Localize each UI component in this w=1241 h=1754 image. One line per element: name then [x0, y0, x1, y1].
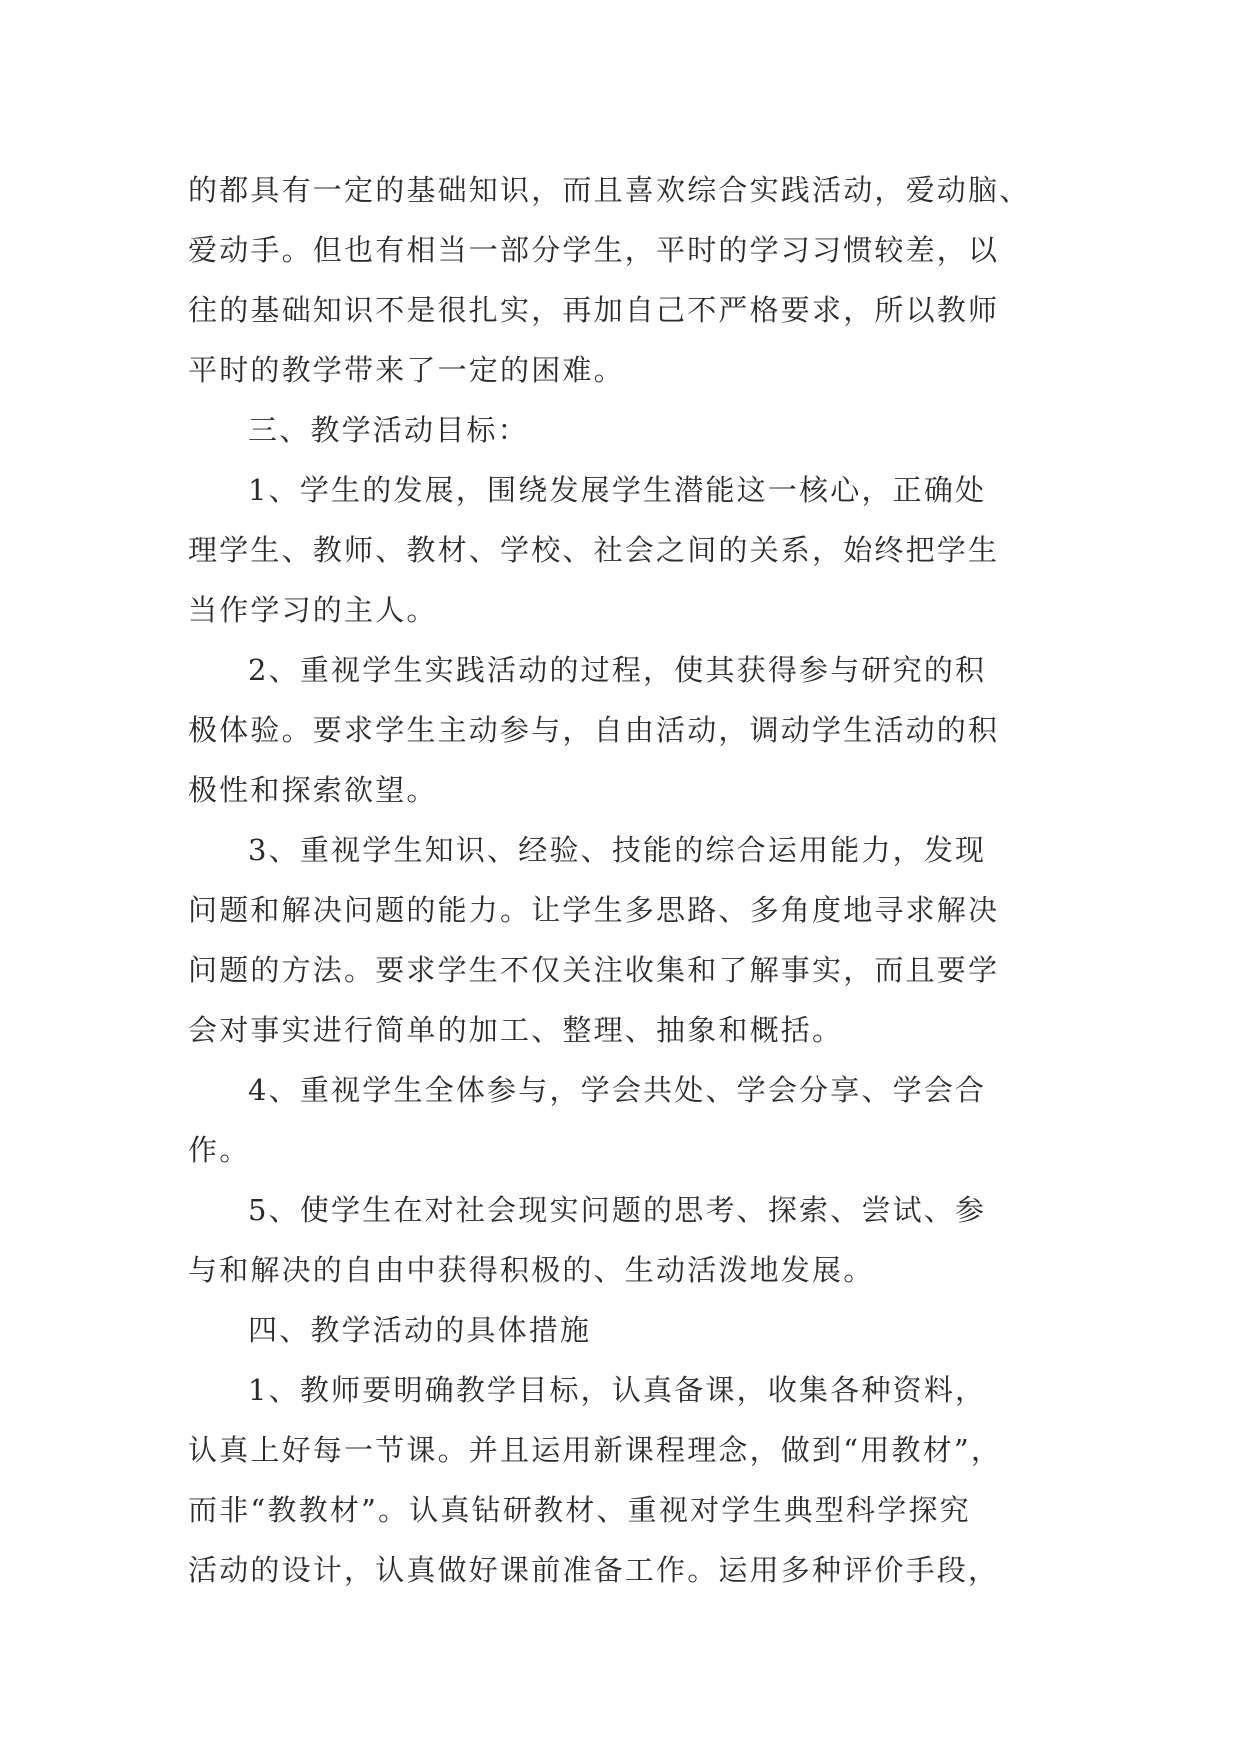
text-line: 作。 — [188, 1133, 251, 1167]
text-line: 3、重视学生知识、经验、技能的综合运用能力，发现 — [248, 833, 987, 867]
text-line: 1、教师要明确教学目标，认真备课，收集各种资料， — [248, 1373, 987, 1407]
text-line: 往的基础知识不是很扎实，再加自己不严格要求，所以教师 — [188, 293, 1000, 327]
text-line: 爱动手。但也有相当一部分学生，平时的学习习惯较差，以 — [188, 233, 1000, 267]
text-line: 极体验。要求学生主动参与，自由活动，调动学生活动的积 — [188, 713, 1000, 747]
text-line: 当作学习的主人。 — [188, 593, 438, 627]
text-line: 与和解决的自由中获得积极的、生动活泼地发展。 — [188, 1253, 875, 1287]
text-line: 会对事实进行简单的加工、整理、抽象和概括。 — [188, 1013, 844, 1047]
text-line: 问题和解决问题的能力。让学生多思路、多角度地寻求解决 — [188, 893, 1000, 927]
text-line: 的都具有一定的基础知识，而且喜欢综合实践活动，爱动脑、 — [188, 173, 1031, 207]
text-line: 而非“教教材”。认真钻研教材、重视对学生典型科学探究 — [188, 1493, 971, 1527]
text-line: 5、使学生在对社会现实问题的思考、探索、尝试、参 — [248, 1193, 987, 1227]
text-line: 平时的教学带来了一定的困难。 — [188, 353, 625, 387]
text-line: 理学生、教师、教材、学校、社会之间的关系，始终把学生 — [188, 533, 1000, 567]
text-line: 2、重视学生实践活动的过程，使其获得参与研究的积 — [248, 653, 987, 687]
text-line: 极性和探索欲望。 — [188, 773, 438, 807]
text-line: 1、学生的发展，围绕发展学生潜能这一核心，正确处 — [248, 473, 987, 507]
text-line: 认真上好每一节课。并且运用新课程理念，做到“用教材”， — [188, 1433, 1003, 1467]
document-body — [188, 160, 1058, 1600]
text-line: 问题的方法。要求学生不仅关注收集和了解事实，而且要学 — [188, 953, 1000, 987]
section-heading: 三、教学活动目标： — [248, 413, 529, 447]
text-line: 活动的设计，认真做好课前准备工作。运用多种评价手段， — [188, 1553, 1000, 1587]
text-line: 4、重视学生全体参与，学会共处、学会分享、学会合 — [248, 1073, 987, 1107]
section-heading: 四、教学活动的具体措施 — [248, 1313, 592, 1347]
